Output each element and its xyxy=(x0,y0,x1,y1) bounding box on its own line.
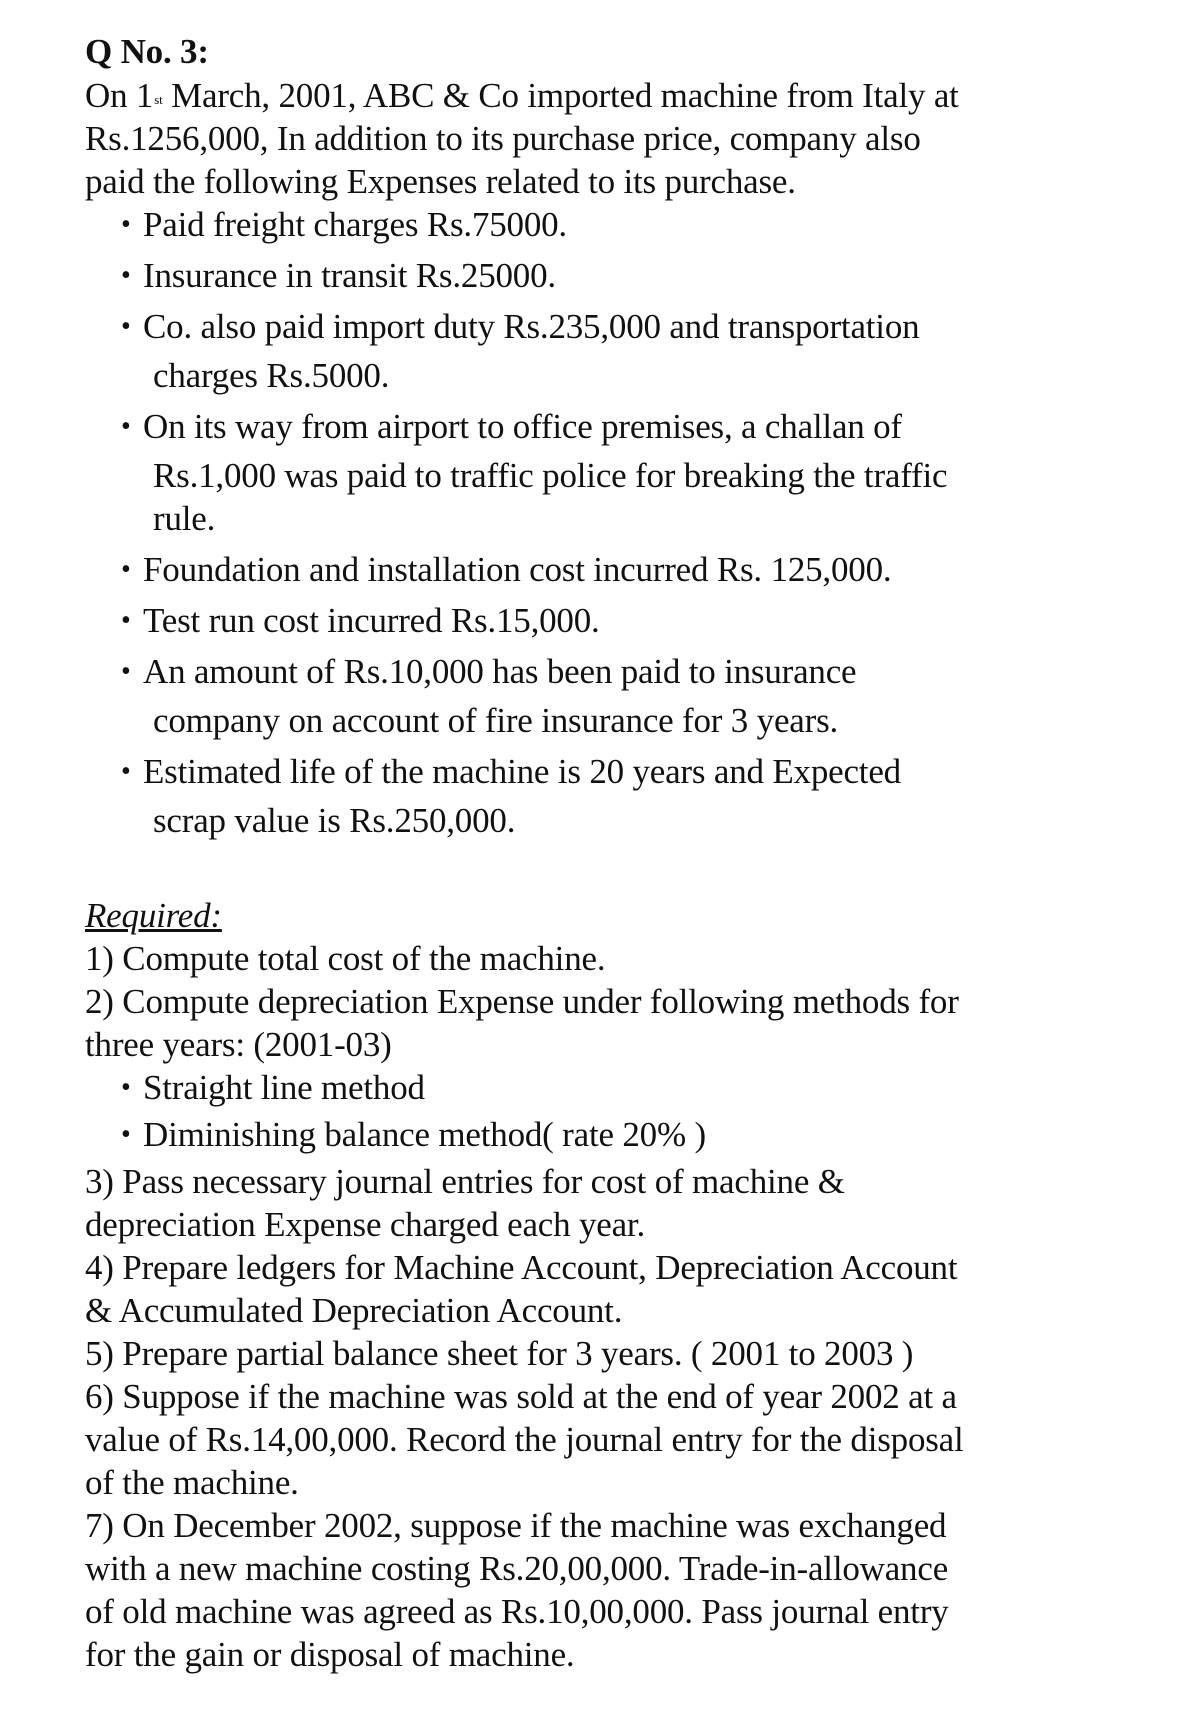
required-item-6-line-1: 6) Suppose if the machine was sold at the end of year 2002 at a xyxy=(85,1377,957,1416)
required-item-7 xyxy=(85,1504,1165,1676)
required-heading: Required: xyxy=(85,896,222,935)
question-document xyxy=(85,30,1165,1676)
bullet-icon: • xyxy=(121,260,131,291)
required-item-1: 1) Compute total cost of the machine. xyxy=(85,939,606,978)
bullet-icon: • xyxy=(121,656,131,687)
expense-continuation: Rs.1,000 was paid to traffic police for breaking the traffic xyxy=(153,456,948,495)
required-item-5: 5) Prepare partial balance sheet for 3 years. ( 2001 to 2003 ) xyxy=(85,1334,914,1373)
spacer xyxy=(85,850,1165,894)
bullet-icon: • xyxy=(121,756,131,787)
required-item-4-line-2: & Accumulated Depreciation Account. xyxy=(85,1291,623,1330)
expense-text: Estimated life of the machine is 20 years and Expected xyxy=(143,752,901,791)
bullet-icon: • xyxy=(121,605,131,636)
expense-item-import-duty xyxy=(121,305,1165,397)
expense-item-insurance-transit xyxy=(121,254,1165,297)
expense-continuation: rule. xyxy=(153,499,216,538)
required-item-6 xyxy=(85,1375,1165,1504)
intro-paragraph xyxy=(85,74,1165,203)
expenses-list xyxy=(85,203,1165,842)
intro-prefix: On 1 xyxy=(85,76,154,115)
required-item-2-line-2: three years: (2001-03) xyxy=(85,1025,392,1064)
expense-item-freight xyxy=(121,203,1165,246)
expense-continuation: scrap value is Rs.250,000. xyxy=(153,801,516,840)
required-item-4-line-1: 4) Prepare ledgers for Machine Account, Depreciation Account xyxy=(85,1248,958,1287)
expense-item-estimated-life xyxy=(121,750,1165,842)
intro-line-2: Rs.1256,000, In addition to its purchase price, company also xyxy=(85,119,921,158)
intro-line-1-rest: March, 2001, ABC & Co imported machine from Italy at xyxy=(162,76,959,115)
expense-text: An amount of Rs.10,000 has been paid to insurance xyxy=(143,652,857,691)
bullet-icon: • xyxy=(121,554,131,585)
required-item-2-line-1: 2) Compute depreciation Expense under following methods for xyxy=(85,982,959,1021)
bullet-icon: • xyxy=(121,209,131,240)
required-item-3-line-2: depreciation Expense charged each year. xyxy=(85,1205,646,1244)
question-title: Q No. 3: xyxy=(85,32,209,71)
ordinal-superscript: st xyxy=(154,92,163,107)
required-item-7-line-4: for the gain or disposal of machine. xyxy=(85,1635,575,1674)
bullet-icon: • xyxy=(121,411,131,442)
bullet-icon: • xyxy=(121,311,131,342)
expense-continuation: company on account of fire insurance for 3 years. xyxy=(153,701,839,740)
method-text: Diminishing balance method( rate 20% ) xyxy=(143,1115,706,1154)
expense-item-challan xyxy=(121,405,1165,540)
expense-item-fire-insurance xyxy=(121,650,1165,742)
depreciation-methods-list xyxy=(85,1066,1165,1156)
method-diminishing-balance xyxy=(121,1113,1165,1156)
expense-text: Co. also paid import duty Rs.235,000 and transportation xyxy=(143,307,920,346)
intro-line-3: paid the following Expenses related to its purchase. xyxy=(85,162,796,201)
required-item-3-line-1: 3) Pass necessary journal entries for cost of machine & xyxy=(85,1162,845,1201)
expense-text: Foundation and installation cost incurred Rs. 125,000. xyxy=(143,550,892,589)
required-item-7-line-1: 7) On December 2002, suppose if the machine was exchanged xyxy=(85,1506,947,1545)
required-item-7-line-2: with a new machine costing Rs.20,00,000. Trade-in-allowance xyxy=(85,1549,949,1588)
required-item-7-line-3: of old machine was agreed as Rs.10,00,000. Pass journal entry xyxy=(85,1592,949,1631)
method-text: Straight line method xyxy=(143,1068,425,1107)
expense-text: Insurance in transit Rs.25000. xyxy=(143,256,556,295)
required-item-4 xyxy=(85,1246,1165,1332)
expense-text: On its way from airport to office premises, a challan of xyxy=(143,407,902,446)
expense-item-test-run xyxy=(121,599,1165,642)
required-item-6-line-3: of the machine. xyxy=(85,1463,299,1502)
required-item-6-line-2: value of Rs.14,00,000. Record the journal entry for the disposal xyxy=(85,1420,964,1459)
required-item-3 xyxy=(85,1160,1165,1246)
expense-item-foundation xyxy=(121,548,1165,591)
required-item-2 xyxy=(85,980,1165,1066)
method-straight-line xyxy=(121,1066,1165,1109)
expense-text: Paid freight charges Rs.75000. xyxy=(143,205,567,244)
expense-continuation: charges Rs.5000. xyxy=(153,356,390,395)
bullet-icon: • xyxy=(121,1119,131,1150)
expense-text: Test run cost incurred Rs.15,000. xyxy=(143,601,600,640)
bullet-icon: • xyxy=(121,1072,131,1103)
